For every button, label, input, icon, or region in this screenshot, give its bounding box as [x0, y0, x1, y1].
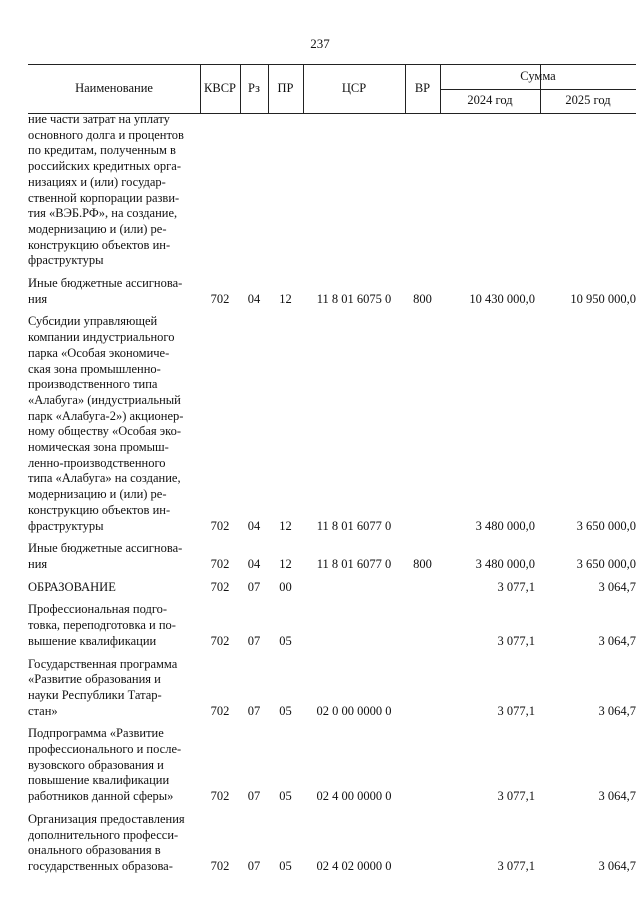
row-name-line: ОБРАЗОВАНИЕ: [28, 579, 116, 594]
row-rz: 07: [247, 703, 261, 718]
row-name-line: «Алабуга» (индустриальный: [28, 392, 181, 407]
row-sum-2025: 3 064,7: [598, 789, 636, 804]
header-2024: 2024 год: [467, 93, 513, 107]
row-csr: 02 4 02 0000 0: [316, 858, 392, 873]
page-number: 237: [310, 36, 330, 51]
row-csr: 11 8 01 6077 0: [316, 556, 392, 571]
header-name: Наименование: [75, 81, 153, 95]
row-name-line: основного долга и процентов: [28, 127, 184, 142]
row-name-line: конструкцию объектов ин-: [28, 502, 171, 517]
row-sum-2025: 3 064,7: [598, 703, 636, 718]
header-pr: ПР: [277, 81, 294, 95]
row-name-line: работников данной сферы»: [28, 789, 174, 804]
row-kvsr: 702: [210, 579, 230, 594]
row-pr: 05: [279, 858, 292, 873]
row-kvsr: 702: [210, 518, 230, 533]
row-name-line: ному обществу «Особая эко-: [28, 424, 182, 439]
row-rz: 07: [247, 579, 261, 594]
row-name-line: по кредитам, полученным в: [28, 143, 176, 158]
row-name: [28, 314, 200, 534]
row-name-line: ская зона промышленно-: [28, 361, 161, 376]
header-2025: 2025 год: [565, 93, 611, 107]
table-row: [28, 314, 636, 534]
row-name-line: модернизацию и (или) ре-: [28, 487, 167, 502]
row-name-line: Профессиональная подго-: [28, 602, 168, 617]
row-sum-2025: 3 064,7: [598, 579, 636, 594]
table-row: [28, 276, 636, 307]
row-name-line: типа «Алабуга» на создание,: [28, 471, 181, 486]
row-name-line: Государственная программа: [28, 656, 178, 671]
row-vr: 800: [413, 556, 432, 571]
row-name: [28, 541, 200, 572]
header-vr: ВР: [414, 81, 431, 95]
row-name-line: вышение квалификации: [28, 633, 157, 648]
row-name: [28, 580, 200, 596]
row-name-line: низациях и (или) государ-: [28, 174, 166, 189]
row-name-line: ние части затрат на уплату: [28, 112, 170, 126]
table-row: [28, 541, 636, 572]
row-name-line: Иные бюджетные ассигнова-: [28, 276, 183, 291]
table-row: [28, 112, 636, 269]
row-csr: 02 0 00 0000 0: [316, 703, 392, 718]
row-sum-2024: 3 077,1: [497, 858, 535, 873]
row-name-line: ственной корпорации разви-: [28, 190, 180, 205]
row-csr: 02 4 00 0000 0: [316, 789, 392, 804]
row-name-line: производственного типа: [28, 377, 158, 392]
row-name-line: конструкцию объектов ин-: [28, 237, 171, 252]
row-pr: 05: [279, 789, 292, 804]
row-name: [28, 602, 200, 649]
row-kvsr: 702: [210, 789, 230, 804]
row-name-line: онального образования в: [28, 843, 161, 858]
row-name-line: ния: [28, 291, 48, 306]
row-pr: 12: [279, 518, 292, 533]
row-name-line: парк «Алабуга-2») акционер-: [28, 408, 184, 423]
header-sum: Сумма: [520, 69, 556, 83]
row-sum-2025: 3 064,7: [598, 633, 636, 648]
row-name-line: повышение квалификации: [28, 773, 170, 788]
row-name: [28, 276, 200, 307]
row-rz: 07: [247, 858, 261, 873]
row-kvsr: 702: [210, 633, 230, 648]
table-row: [28, 726, 636, 805]
row-name: [28, 657, 200, 720]
row-name-line: российских кредитных орга-: [28, 159, 181, 174]
row-name-line: государственных образова-: [28, 858, 173, 873]
row-rz: 07: [247, 633, 261, 648]
row-name-line: Иные бюджетные ассигнова-: [28, 541, 183, 556]
row-name-line: стан»: [28, 703, 58, 718]
row-pr: 12: [279, 556, 292, 571]
row-name-line: Подпрограмма «Развитие: [28, 726, 164, 741]
row-csr: 11 8 01 6075 0: [316, 291, 392, 306]
row-kvsr: 702: [210, 556, 230, 571]
table-header: [28, 64, 636, 114]
header-sum-divider: [440, 89, 636, 90]
row-sum-2024: 3 480 000,0: [475, 556, 535, 571]
row-name-line: модернизацию и (или) ре-: [28, 221, 167, 236]
row-kvsr: 702: [210, 291, 230, 306]
row-name-line: номическая зона промыш-: [28, 440, 169, 455]
row-name-line: компании индустриального: [28, 330, 175, 345]
header-kvsr: КВСР: [204, 81, 236, 95]
table-row: [28, 812, 636, 875]
row-sum-2024: 3 077,1: [497, 789, 535, 804]
row-name-line: парка «Особая экономиче-: [28, 345, 170, 360]
row-kvsr: 702: [210, 858, 230, 873]
row-kvsr: 702: [210, 703, 230, 718]
row-name-line: фраструктуры: [28, 518, 104, 533]
header-csr: ЦСР: [341, 81, 367, 95]
row-sum-2024: 10 430 000,0: [469, 291, 535, 306]
row-name-line: дополнительного професси-: [28, 827, 179, 842]
row-name-line: ленно-производственного: [28, 455, 166, 470]
row-name: [28, 112, 200, 269]
row-csr: 11 8 01 6077 0: [316, 518, 392, 533]
row-sum-2024: 3 077,1: [497, 703, 535, 718]
row-sum-2024: 3 077,1: [497, 579, 535, 594]
row-name-line: фраструктуры: [28, 253, 104, 268]
row-rz: 04: [247, 518, 261, 533]
row-pr: 05: [279, 633, 292, 648]
row-name-line: Субсидии управляющей: [28, 314, 158, 329]
table-body: [28, 112, 636, 882]
row-name-line: науки Республики Татар-: [28, 687, 162, 702]
row-name-line: «Развитие образования и: [28, 672, 161, 687]
row-name-line: профессионального и после-: [28, 742, 182, 757]
row-rz: 04: [247, 556, 261, 571]
row-sum-2024: 3 077,1: [497, 633, 535, 648]
row-name-line: тия «ВЭБ.РФ», на создание,: [28, 206, 178, 221]
table-row: [28, 657, 636, 720]
row-name-line: Организация предоставления: [28, 811, 185, 826]
row-name: [28, 812, 200, 875]
row-sum-2025: 3 064,7: [598, 858, 636, 873]
row-rz: 04: [247, 291, 261, 306]
row-name-line: товка, переподготовка и по-: [28, 618, 176, 633]
row-pr: 05: [279, 703, 292, 718]
table-row: [28, 580, 636, 596]
row-rz: 07: [247, 789, 261, 804]
table-row: [28, 602, 636, 649]
row-sum-2025: 3 650 000,0: [576, 518, 636, 533]
row-name-line: вузовского образования и: [28, 757, 164, 772]
row-sum-2025: 10 950 000,0: [570, 291, 636, 306]
row-pr: 00: [279, 579, 292, 594]
row-pr: 12: [279, 291, 292, 306]
row-name-line: ния: [28, 556, 48, 571]
row-sum-2024: 3 480 000,0: [475, 518, 535, 533]
header-rz: Рз: [248, 81, 260, 95]
row-vr: 800: [413, 291, 432, 306]
row-sum-2025: 3 650 000,0: [576, 556, 636, 571]
row-name: [28, 726, 200, 805]
